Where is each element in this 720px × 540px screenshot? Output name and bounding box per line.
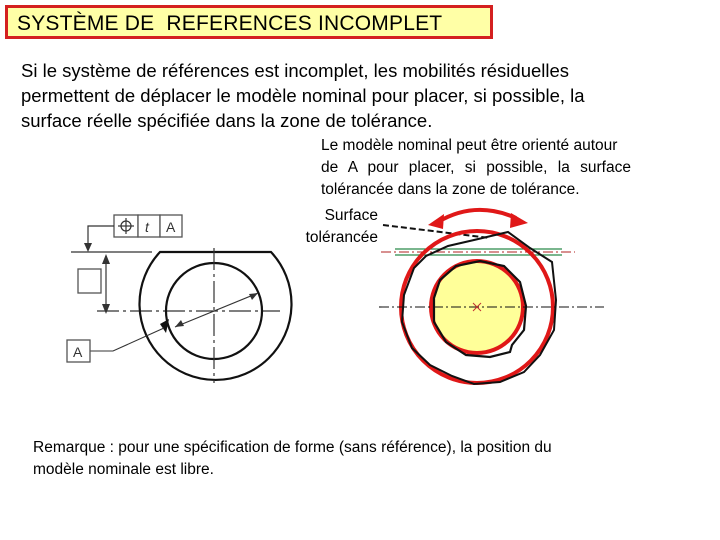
remark-line: Remarque : pour une spécification de forme (sans référence), la position du: [33, 439, 552, 456]
remark-paragraph: [33, 437, 673, 481]
datum-label: A: [73, 344, 83, 360]
datum-reference: A: [166, 219, 176, 235]
remark-line: modèle nominale est libre.: [33, 461, 214, 478]
tolerance-value: t: [145, 219, 149, 235]
page-title: SYSTÈME DE REFERENCES INCOMPLET: [17, 12, 443, 35]
note-line: tolérancée dans la zone de tolérance.: [321, 181, 580, 198]
intro-line: permettent de déplacer le modèle nominal pour placer, si possible, la: [21, 85, 585, 106]
double-arrow-rotation-icon: [428, 210, 528, 229]
intro-line: surface réelle spécifiée dans la zone de tolérance.: [21, 110, 433, 131]
intro-line: Si le système de références est incomplet, les mobilités résiduelles: [21, 60, 570, 81]
note-line: Le modèle nominal peut être orienté autour: [321, 137, 618, 154]
surface-label-line: Surface: [324, 207, 378, 224]
surface-label-line: tolérancée: [305, 229, 378, 246]
note-line: de A pour placer, si possible, la surface: [321, 159, 631, 176]
